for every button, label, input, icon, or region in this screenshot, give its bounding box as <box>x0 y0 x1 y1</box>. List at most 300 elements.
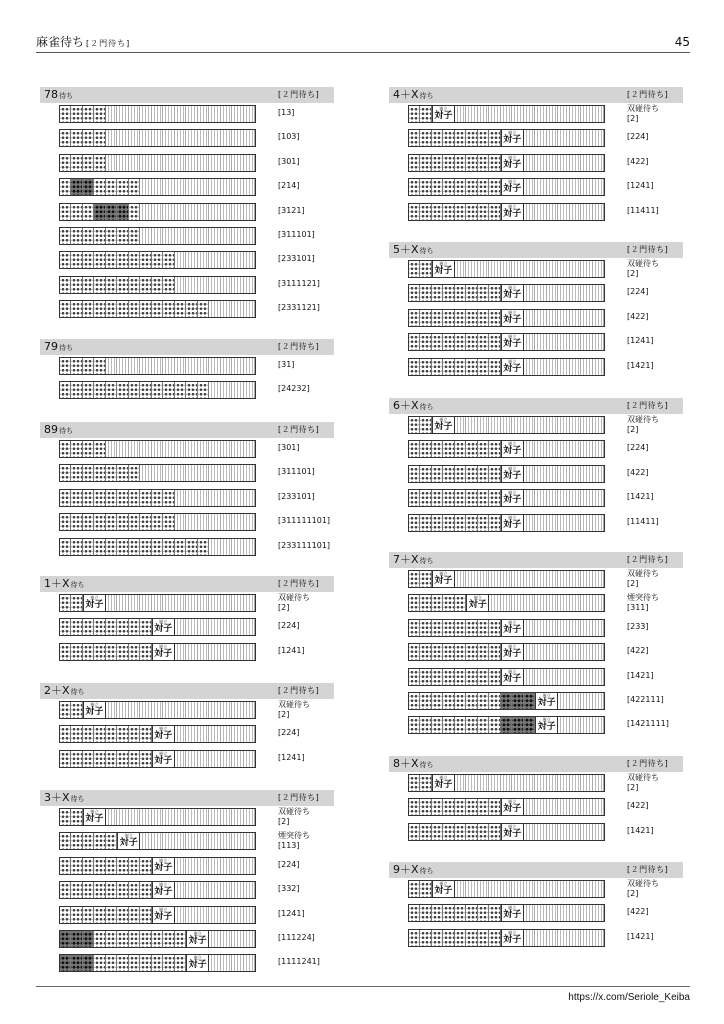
tile-hand <box>408 774 605 792</box>
empty-tile-slot <box>535 310 546 326</box>
empty-tile-slot <box>244 106 255 122</box>
empty-tile-slot <box>209 252 220 268</box>
mahjong-tile <box>163 301 174 317</box>
empty-tile-slot <box>244 931 255 947</box>
mahjong-tile <box>455 799 466 815</box>
empty-tile-slot <box>140 228 151 244</box>
pair-label-main: 対子 <box>503 314 522 325</box>
empty-tile-slot <box>106 358 117 374</box>
empty-tile-slot <box>186 726 197 742</box>
mahjong-tile <box>129 179 140 195</box>
empty-tile-slot <box>558 106 569 122</box>
mahjong-tile <box>466 644 477 660</box>
section-title-suffix: 待ち <box>70 795 85 803</box>
tile-hand <box>408 358 605 376</box>
pattern-row <box>40 952 334 976</box>
pattern-row <box>389 617 683 641</box>
empty-tile-slot <box>163 833 174 849</box>
empty-tile-slot <box>581 359 592 375</box>
pair-label-main: 対子 <box>188 935 207 946</box>
mahjong-tile <box>60 441 71 457</box>
empty-tile-slot <box>175 252 186 268</box>
pattern-row <box>389 438 683 462</box>
empty-tile-slot <box>535 466 546 482</box>
empty-tile-slot <box>547 130 558 146</box>
mahjong-tile <box>489 799 500 815</box>
section-title-suffix: 待ち <box>59 427 73 435</box>
notation-line: [1241] <box>278 908 305 918</box>
empty-tile-slot <box>140 106 151 122</box>
pair-label-small: 嵌立 <box>508 309 517 315</box>
empty-tile-slot <box>558 130 569 146</box>
mahjong-tile <box>432 717 443 733</box>
mahjong-tile <box>409 490 420 506</box>
empty-tile-slot <box>535 155 546 171</box>
mahjong-tile <box>478 310 489 326</box>
mahjong-tile <box>140 490 151 506</box>
mahjong-tile <box>60 751 71 767</box>
mahjong-tile <box>420 130 431 146</box>
empty-tile-slot <box>221 931 232 947</box>
section-title-text: 9＋X <box>393 863 419 876</box>
mahjong-tile <box>443 620 454 636</box>
pattern-notation <box>278 492 315 502</box>
mahjong-tile <box>129 490 140 506</box>
empty-tile-slot <box>558 155 569 171</box>
empty-tile-slot <box>221 130 232 146</box>
empty-tile-slot <box>221 465 232 481</box>
pair-label-main: 対子 <box>154 755 173 766</box>
notation-line: [224] <box>627 443 649 453</box>
mahjong-tile <box>432 824 443 840</box>
pair-label-main: 対子 <box>503 649 522 660</box>
mahjong-tile <box>409 285 420 301</box>
section-title-suffix: 待ち <box>419 557 434 565</box>
mahjong-tile <box>94 931 105 947</box>
mahjong-tile <box>117 644 128 660</box>
mahjong-tile <box>489 359 500 375</box>
empty-tile-slot <box>524 106 535 122</box>
mahjong-tile <box>94 907 105 923</box>
pattern-notation <box>278 467 315 477</box>
mahjong-tile <box>443 905 454 921</box>
tile-hand <box>408 154 605 172</box>
empty-tile-slot <box>163 179 174 195</box>
pair-label-small: 嵌立 <box>159 857 168 863</box>
tile-hand <box>59 381 256 399</box>
notation-line: [233] <box>627 621 649 631</box>
empty-tile-slot <box>152 465 163 481</box>
empty-tile-slot <box>221 106 232 122</box>
tile-hand <box>59 513 256 531</box>
mahjong-tile <box>83 858 94 874</box>
mahjong-tile <box>443 693 454 709</box>
pattern-notation <box>627 695 664 705</box>
mahjong-tile <box>106 382 117 398</box>
tile-hand <box>59 203 256 221</box>
pattern-row <box>389 487 683 511</box>
empty-tile-slot <box>209 726 220 742</box>
mahjong-tile <box>455 669 466 685</box>
mahjong-tile <box>420 824 431 840</box>
mahjong-tile <box>455 334 466 350</box>
empty-tile-slot <box>512 106 523 122</box>
mahjong-tile <box>186 382 197 398</box>
mahjong-tile <box>489 204 500 220</box>
empty-tile-slot <box>232 726 243 742</box>
pair-label-main: 対子 <box>503 208 522 219</box>
mahjong-tile <box>432 693 443 709</box>
mahjong-tile <box>117 277 128 293</box>
empty-tile-slot <box>524 466 535 482</box>
empty-tile-slot <box>244 514 255 530</box>
mahjong-tile <box>489 130 500 146</box>
notation-line-2: [2] <box>627 114 639 123</box>
mahjong-tile <box>420 644 431 660</box>
pair-label-small: 嵌立 <box>508 823 517 829</box>
empty-tile-slot <box>163 809 174 825</box>
mahjong-tile <box>489 334 500 350</box>
section-title-text: 6＋X <box>393 399 419 412</box>
pattern-notation <box>278 132 300 142</box>
mahjong-tile <box>60 252 71 268</box>
mahjong-tile <box>443 490 454 506</box>
empty-tile-slot <box>232 882 243 898</box>
empty-tile-slot <box>535 417 546 433</box>
mahjong-tile <box>94 277 105 293</box>
section-title-text: 89 <box>44 423 58 436</box>
mahjong-tile <box>420 620 431 636</box>
pair-label-tile <box>501 490 524 506</box>
empty-tile-slot <box>209 228 220 244</box>
pair-label-main: 対子 <box>154 862 173 873</box>
pair-label-tile <box>501 359 524 375</box>
empty-tile-slot <box>547 881 558 897</box>
mahjong-tile <box>420 359 431 375</box>
pair-label-tile <box>83 702 106 718</box>
empty-tile-slot <box>129 155 140 171</box>
tile-hand <box>59 881 256 899</box>
section-title <box>393 862 434 879</box>
empty-tile-slot <box>478 106 489 122</box>
empty-tile-slot <box>186 179 197 195</box>
empty-tile-slot <box>570 620 581 636</box>
notation-line: [301] <box>278 156 300 166</box>
tile-hand <box>408 203 605 221</box>
notation-line: 煙突待ち <box>278 831 310 841</box>
empty-tile-slot <box>209 301 220 317</box>
mahjong-tile <box>409 204 420 220</box>
tile-hand <box>408 465 605 483</box>
mahjong-tile <box>94 228 105 244</box>
pattern-notation <box>627 361 654 371</box>
empty-tile-slot <box>221 644 232 660</box>
empty-tile-slot <box>535 106 546 122</box>
empty-tile-slot <box>547 359 558 375</box>
mahjong-tile <box>409 595 420 611</box>
empty-tile-slot <box>524 571 535 587</box>
mahjong-tile <box>60 465 71 481</box>
mahjong-tile <box>455 155 466 171</box>
mahjong-tile <box>140 382 151 398</box>
empty-tile-slot <box>558 417 569 433</box>
mahjong-tile <box>94 106 105 122</box>
mahjong-tile <box>83 619 94 635</box>
mahjong-tile <box>83 539 94 555</box>
empty-tile-slot <box>244 595 255 611</box>
section-tag: [２門待ち] <box>627 90 669 99</box>
mahjong-tile <box>106 490 117 506</box>
empty-tile-slot <box>152 106 163 122</box>
mahjong-tile <box>443 669 454 685</box>
page-title: 麻雀待ち [２門待ち] <box>36 35 131 49</box>
page-subtitle: [２門待ち] <box>86 39 131 48</box>
pair-label-small: 嵌立 <box>508 130 517 136</box>
pattern-notation <box>278 728 300 738</box>
mahjong-tile <box>409 905 420 921</box>
section-title-suffix: 待ち <box>419 92 434 100</box>
empty-tile-slot <box>209 382 220 398</box>
pattern-notation <box>627 312 649 322</box>
mahjong-tile <box>129 882 140 898</box>
mahjong-tile <box>489 179 500 195</box>
empty-tile-slot <box>221 702 232 718</box>
mahjong-tile <box>60 382 71 398</box>
mahjong-tile <box>60 702 71 718</box>
empty-tile-slot <box>232 155 243 171</box>
section-tag: [２門待ち] <box>278 90 320 99</box>
tile-hand <box>408 514 605 532</box>
empty-tile-slot <box>593 905 604 921</box>
pair-label-main: 対子 <box>154 624 173 635</box>
empty-tile-slot <box>244 155 255 171</box>
empty-tile-slot <box>489 571 500 587</box>
mahjong-tile <box>60 358 71 374</box>
empty-tile-slot <box>512 775 523 791</box>
section-tag: [２門待ち] <box>627 555 669 564</box>
mahjong-tile <box>129 514 140 530</box>
pattern-notation <box>278 303 320 313</box>
pair-label-small: 嵌立 <box>508 929 517 935</box>
mahjong-tile <box>94 155 105 171</box>
pattern-notation <box>627 492 654 502</box>
notation-line: [1241] <box>627 181 654 191</box>
empty-tile-slot <box>163 228 174 244</box>
empty-tile-slot <box>117 106 128 122</box>
mahjong-tile <box>129 644 140 660</box>
pair-label-small: 嵌立 <box>508 644 517 650</box>
empty-tile-slot <box>140 595 151 611</box>
mahjong-tile <box>106 858 117 874</box>
pattern-row <box>389 902 683 926</box>
tile-hand <box>59 643 256 661</box>
empty-tile-slot <box>501 106 512 122</box>
mahjong-tile <box>501 693 512 709</box>
footer-url[interactable]: https://x.com/Seriole_Keiba <box>568 992 690 1003</box>
empty-tile-slot <box>581 644 592 660</box>
notation-line: 双碰待ち <box>627 259 659 268</box>
empty-tile-slot <box>140 155 151 171</box>
empty-tile-slot <box>581 310 592 326</box>
section-title <box>44 683 85 700</box>
mahjong-tile <box>489 669 500 685</box>
mahjong-tile <box>106 882 117 898</box>
empty-tile-slot <box>593 466 604 482</box>
mahjong-tile <box>432 644 443 660</box>
tile-hand <box>408 692 605 710</box>
notation-line-2: [2] <box>627 269 639 278</box>
pattern-notation <box>627 287 649 297</box>
empty-tile-slot <box>209 514 220 530</box>
empty-tile-slot <box>535 775 546 791</box>
pattern-row <box>389 641 683 665</box>
notation-line: 双碰待ち <box>627 569 659 578</box>
empty-tile-slot <box>244 441 255 457</box>
mahjong-tile <box>71 130 82 146</box>
mahjong-tile <box>443 179 454 195</box>
mahjong-tile <box>71 228 82 244</box>
mahjong-tile <box>443 644 454 660</box>
tile-hand <box>408 129 605 147</box>
tile-hand <box>59 105 256 123</box>
section-tag: [２門待ち] <box>627 759 669 768</box>
empty-tile-slot <box>501 775 512 791</box>
mahjong-tile <box>60 955 71 971</box>
empty-tile-slot <box>140 833 151 849</box>
pattern-row <box>40 201 334 225</box>
notation-line-2: [311] <box>627 603 649 613</box>
pattern-row <box>40 274 334 298</box>
empty-tile-slot <box>198 130 209 146</box>
tile-hand <box>408 929 605 947</box>
mahjong-tile <box>129 252 140 268</box>
notation-line: 双碰待ち <box>627 415 659 424</box>
mahjong-tile <box>420 310 431 326</box>
mahjong-tile <box>71 882 82 898</box>
section-title-text: 78 <box>44 88 58 101</box>
tile-hand <box>408 668 605 686</box>
pair-label-small: 嵌立 <box>159 619 168 625</box>
mahjong-tile <box>466 130 477 146</box>
mahjong-tile <box>489 905 500 921</box>
empty-tile-slot <box>163 465 174 481</box>
mahjong-tile <box>466 930 477 946</box>
tile-hand <box>408 284 605 302</box>
mahjong-tile <box>489 490 500 506</box>
empty-tile-slot <box>558 204 569 220</box>
empty-tile-slot <box>547 155 558 171</box>
pair-label-main: 対子 <box>188 960 207 971</box>
mahjong-tile <box>186 301 197 317</box>
empty-tile-slot <box>129 441 140 457</box>
pair-label-small: 嵌立 <box>508 179 517 185</box>
pattern-notation <box>278 108 294 118</box>
tile-hand <box>408 880 605 898</box>
empty-tile-slot <box>186 858 197 874</box>
mahjong-tile <box>106 726 117 742</box>
empty-tile-slot <box>570 930 581 946</box>
mahjong-tile <box>466 669 477 685</box>
empty-tile-slot <box>244 301 255 317</box>
empty-tile-slot <box>198 644 209 660</box>
empty-tile-slot <box>232 130 243 146</box>
section-title-suffix: 待ち <box>419 761 434 769</box>
empty-tile-slot <box>198 179 209 195</box>
empty-tile-slot <box>244 252 255 268</box>
mahjong-tile <box>489 693 500 709</box>
empty-tile-slot <box>558 620 569 636</box>
mahjong-tile <box>129 228 140 244</box>
mahjong-tile <box>117 301 128 317</box>
empty-tile-slot <box>501 261 512 277</box>
mahjong-tile <box>466 204 477 220</box>
empty-tile-slot <box>570 905 581 921</box>
empty-tile-slot <box>547 179 558 195</box>
mahjong-tile <box>420 490 431 506</box>
empty-tile-slot <box>117 130 128 146</box>
pattern-notation <box>627 259 659 279</box>
empty-tile-slot <box>221 955 232 971</box>
empty-tile-slot <box>209 751 220 767</box>
section-8 <box>389 398 683 536</box>
empty-tile-slot <box>593 179 604 195</box>
notation-line: [111224] <box>278 932 315 942</box>
empty-tile-slot <box>198 858 209 874</box>
empty-tile-slot <box>152 702 163 718</box>
pair-label-tile <box>83 809 106 825</box>
pattern-notation <box>278 384 310 394</box>
empty-tile-slot <box>547 595 558 611</box>
pattern-notation <box>627 773 659 793</box>
notation-line: [224] <box>627 287 649 297</box>
empty-tile-slot <box>209 702 220 718</box>
empty-tile-slot <box>547 620 558 636</box>
empty-tile-slot <box>547 285 558 301</box>
mahjong-tile <box>94 204 105 220</box>
mahjong-tile <box>152 382 163 398</box>
mahjong-tile <box>140 726 151 742</box>
mahjong-tile <box>140 277 151 293</box>
pattern-row <box>389 307 683 331</box>
mahjong-tile <box>60 179 71 195</box>
tile-hand <box>59 464 256 482</box>
mahjong-tile <box>83 277 94 293</box>
empty-tile-slot <box>186 595 197 611</box>
mahjong-tile <box>83 955 94 971</box>
mahjong-tile <box>478 930 489 946</box>
empty-tile-slot <box>489 881 500 897</box>
mahjong-tile <box>466 490 477 506</box>
empty-tile-slot <box>152 228 163 244</box>
mahjong-tile <box>455 620 466 636</box>
empty-tile-slot <box>175 809 186 825</box>
mahjong-tile <box>432 155 443 171</box>
empty-tile-slot <box>198 106 209 122</box>
mahjong-tile <box>420 261 431 277</box>
section-tag: [２門待ち] <box>627 245 669 254</box>
empty-tile-slot <box>581 490 592 506</box>
mahjong-tile <box>443 204 454 220</box>
empty-tile-slot <box>209 907 220 923</box>
empty-tile-slot <box>593 717 604 733</box>
empty-tile-slot <box>221 858 232 874</box>
section-title <box>393 552 434 569</box>
section-11 <box>389 862 683 951</box>
mahjong-tile <box>71 644 82 660</box>
empty-tile-slot <box>547 644 558 660</box>
mahjong-tile <box>489 466 500 482</box>
pattern-row <box>389 714 683 738</box>
